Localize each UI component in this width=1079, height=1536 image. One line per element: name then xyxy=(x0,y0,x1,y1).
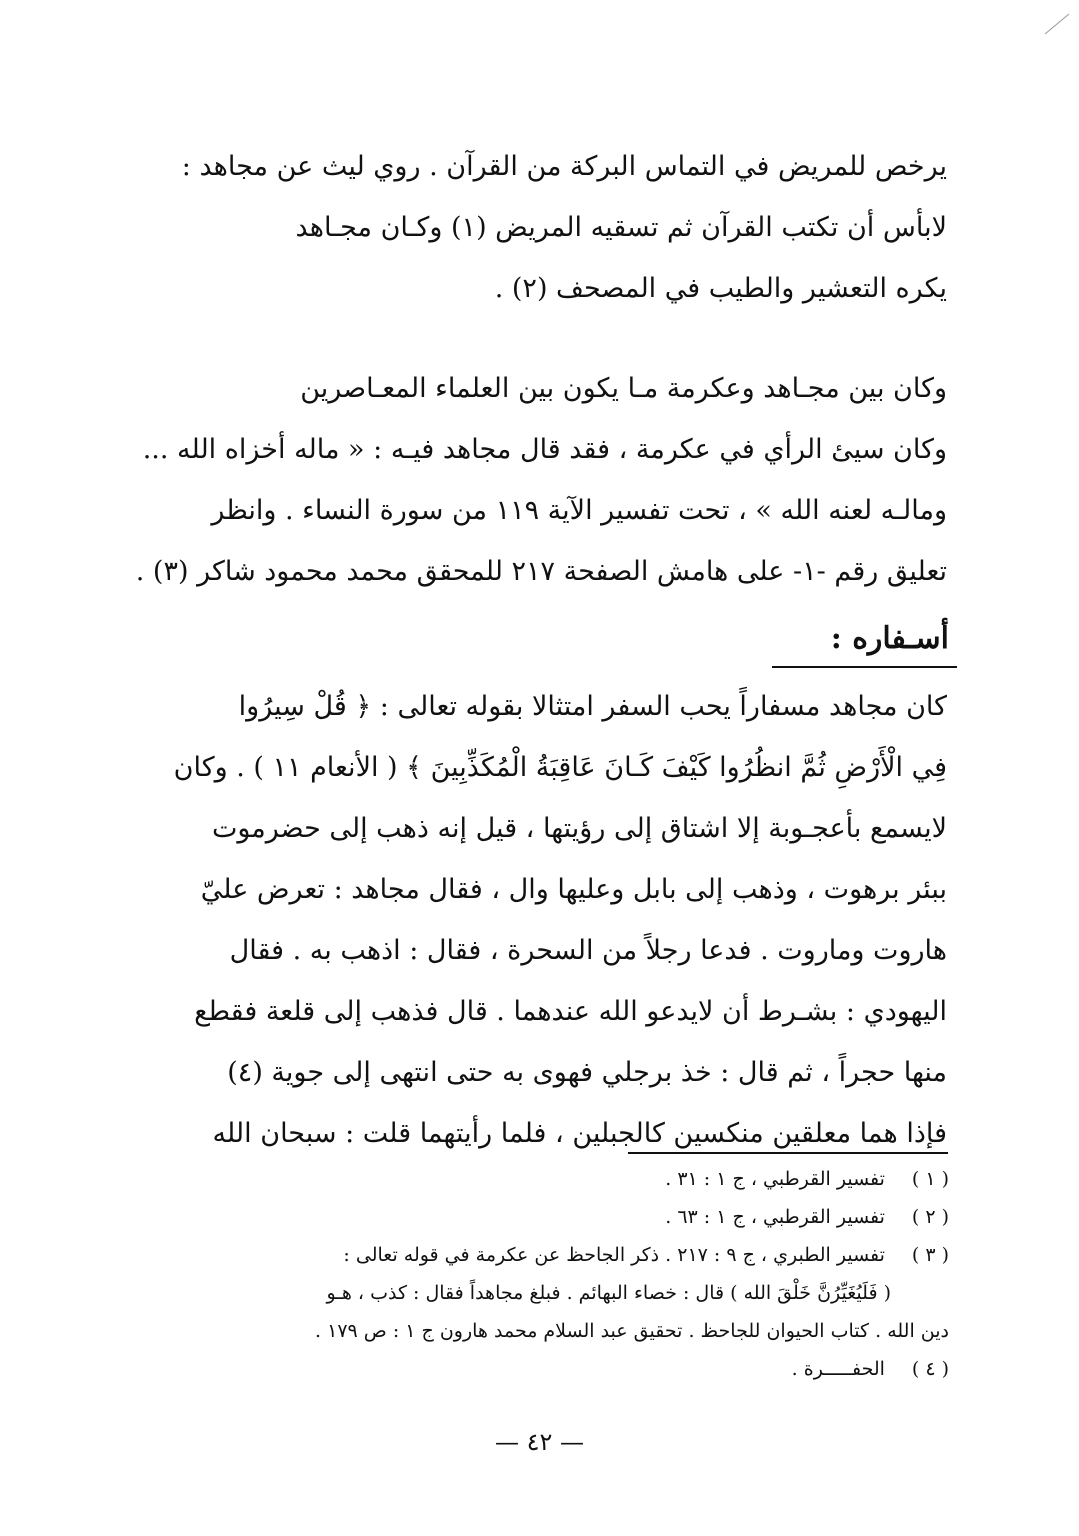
section-heading xyxy=(772,612,957,668)
text-line: يكره التعشير والطيب في المصحف (٢) . xyxy=(494,273,947,304)
section-heading-text: أسـفاره : xyxy=(830,621,949,656)
footnote-continuation: دين الله . كتاب الحيوان للجاحظ . تحقيق عبد السلام محمد هارون ج ١ : ص ١٧٩ . xyxy=(315,1320,949,1342)
footnote-text: تفسير القرطبي ، ج ١ : ٦٣ . xyxy=(665,1206,885,1228)
text-line: منها حجراً ، ثم قال : خذ برجلي فهوى به حتى انتهى إلى جوية (٤) xyxy=(227,1057,947,1088)
footnote-text: تفسير الطبري ، ج ٩ : ٢١٧ . ذكر الجاحظ عن عكرمة في قوله تعالى : xyxy=(343,1244,885,1266)
footnotes xyxy=(129,1160,949,1388)
text-line: لابأس أن تكتب القرآن ثم تسقيه المريض (١) وكـان مجـاهد xyxy=(295,212,947,243)
paragraph-healing-quran xyxy=(132,136,947,319)
footnote-text: الحفـــــرة . xyxy=(791,1358,885,1380)
text-line: لايسمع بأعجـوبة إلا اشتاق إلى رؤيتها ، قيل إنه ذهب إلى حضرموت xyxy=(211,813,947,844)
text-line: تعليق رقم -١- على هامش الصفحة ٢١٧ للمحقق محمد محمود شاكر (٣) . xyxy=(135,556,947,587)
text-line: فإذا هما معلقين منكسين كالجبلين ، فلما رأيتهما قلت : سبحان الله xyxy=(212,1118,947,1149)
text-line: ببئر برهوت ، وذهب إلى بابل وعليها وال ، فقال مجاهد : تعرض عليّ xyxy=(200,874,947,905)
text-line: اليهودي : بشـرط أن لايدعو الله عندهما . قال فذهب إلى قلعة فقطع xyxy=(194,996,947,1027)
footnote-number: ( ٣ ) xyxy=(911,1244,949,1266)
paragraph-travels xyxy=(132,676,947,1164)
footnote xyxy=(129,1236,949,1274)
text-line: وكان سيئ الرأي في عكرمة ، فقد قال مجاهد فيـه : « ماله أخزاه الله ... xyxy=(142,434,947,465)
text-line: يرخص للمريض في التماس البركة من القرآن . روي ليث عن مجاهد : xyxy=(181,151,947,182)
footnote-number: ( ٤ ) xyxy=(911,1358,949,1380)
footnote-number: ( ٢ ) xyxy=(911,1206,949,1228)
footnote-number: ( ١ ) xyxy=(911,1168,949,1190)
page-number: — ٤٢ — xyxy=(494,1428,585,1456)
paragraph-mujahid-ikrimah xyxy=(132,358,947,602)
footnote-text: تفسير القرطبي ، ج ١ : ٣١ . xyxy=(665,1168,885,1190)
footnote xyxy=(129,1160,949,1198)
text-line: وكان بين مجـاهد وعكرمة مـا يكون بين العلماء المعـاصرين xyxy=(300,373,947,404)
text-line: هاروت وماروت . فدعا رجلاً من السحرة ، فقال : اذهب به . فقال xyxy=(229,935,947,966)
footnote-separator xyxy=(628,1152,948,1154)
text-line: ومالـه لعنه الله » ، تحت تفسير الآية ١١٩ من سورة النساء . وانظر xyxy=(211,495,947,526)
footnote xyxy=(129,1350,949,1388)
footnote-continuation: ( فَلَيُغَيِّرُنَّ خَلْقَ الله ) قال : خصاء البهائم . فبلغ مجاهداً فقال : كذب ، هـو xyxy=(326,1282,891,1304)
footnote xyxy=(129,1198,949,1236)
text-line: فِي الْأَرْضِ ثُمَّ انظُرُوا كَيْفَ كَـانَ عَاقِبَةُ الْمُكَذِّبِينَ ﴾ ( الأنعام ١١ ) . وكان xyxy=(173,752,947,783)
corner-scan-mark xyxy=(1043,12,1071,36)
text-line: كان مجاهد مسفاراً يحب السفر امتثالا بقوله تعالى : ﴿ قُلْ سِيرُوا xyxy=(238,691,947,722)
